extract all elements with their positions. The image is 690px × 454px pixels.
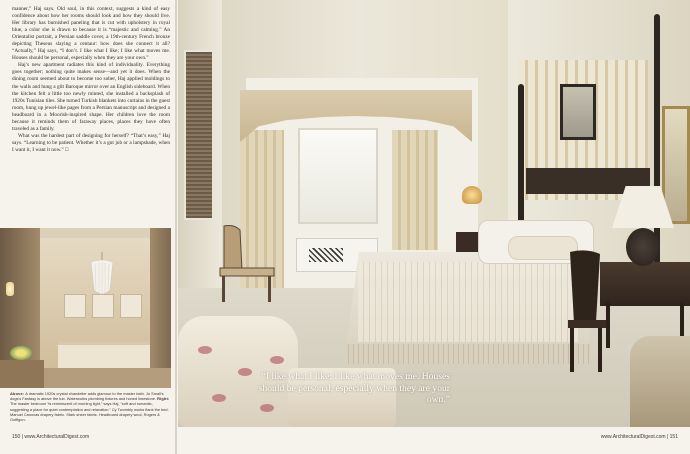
caption-above-label: Above: <box>10 391 25 396</box>
writing-desk <box>600 262 690 306</box>
window <box>298 128 378 224</box>
caption-right-label: Right: <box>157 396 170 402</box>
article-paragraph: Haj’s new apartment radiates this kind of individuality. Everything goes together; nothing quite makes sense—and yet it does. When the dining room seemed about to become too sober, Haj applied moldings to the walls and hung a gilt Baroque mirror over an English sideboard. When the kitchen felt a little too newly minted, she installed a backsplash of 1920s Tunisian tiles. She turned Turkish blankets into curtains in the guest room, hung up jewel-like pages from a Persian manuscript and designed a headboard in a Moorish-inspired shape. Her children love the room because it reminds them of faraway places, places they have often traveled as a family. <box>12 62 170 132</box>
article-body <box>12 6 170 154</box>
side-table <box>630 336 690 427</box>
desk-chair <box>564 248 608 374</box>
bathtub <box>58 342 150 368</box>
side-chair <box>218 224 278 304</box>
page-gutter <box>175 0 177 454</box>
photo-caption <box>10 391 172 422</box>
article-paragraph: What was the hardest part of designing for herself? “That’s easy,” Haj says. “Learning to be patient. Whether it’s a gut job or a lampshade, when I want it, I want it now.” □ <box>12 132 170 153</box>
bathroom-photo <box>0 228 171 388</box>
article-paragraph: manner,” Haj says. Old soul, in this context, suggests a kind of easy confidence about how her rooms should look and how they should live. Her library has burnished paneling that is cut with upholstery in royal blue, a color she is drawn to because it is “majestic and calming.” An Orientalist portrait, a Persian saddle cover, a 19th-century French bronze depicting Theseus slaying a centaur: how does she connect it all? “Actually,” Haj says, “I don’t. I like what I like; I like what moves me. Houses should be personal, especially when they are your own.” <box>12 6 170 62</box>
pull-quote: “I like what I like; I like what moves me. Houses should be personal, especially when they are your own.” <box>258 371 450 406</box>
footer-right: www.ArchitecturalDigest.com | 151 <box>600 434 678 440</box>
caption-above-text: A dramatic 1920s crystal chandelier adds glamour to the master bath. Jo Small’s dogs’s Fantasy is above the tub. Waterworks plumbing fixtures and honed limestone. <box>10 391 164 402</box>
bed <box>344 252 590 364</box>
footer-left: 150 | www.ArchitecturalDigest.com <box>12 434 90 440</box>
wall-sconce <box>6 282 14 296</box>
wall-mirror <box>560 84 596 140</box>
armoire <box>178 0 222 300</box>
table-lamp <box>462 186 482 204</box>
flower-vase <box>10 346 32 360</box>
bedroom-photo <box>178 0 690 427</box>
chandelier-icon <box>83 252 121 298</box>
caption-right-text: The master bedroom “is reminiscent of morning light,” says Haj, “soft and romantic, suggesting a place for quiet contemplation and relaxation.” Cy Twombly works flank the bed. Manuel Canovas drapery fabric. Stark sheer fabric. Headboard drapery wool, Rogers & Goffigon. <box>10 401 169 423</box>
